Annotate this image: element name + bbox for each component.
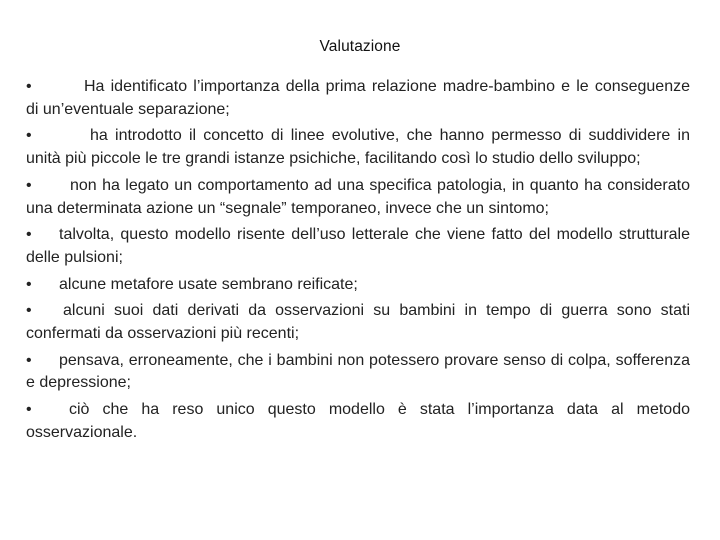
list-item	[26, 175, 690, 220]
list-item-text: pensava, erroneamente, che i bambini non potessero provare senso di colpa, sofferenza e depressione;	[26, 351, 690, 392]
list-item	[26, 125, 690, 170]
bullet-icon: •	[26, 302, 32, 320]
bullet-icon: •	[26, 275, 32, 293]
list-item	[26, 224, 690, 269]
bullet-icon: •	[26, 127, 32, 145]
bullet-icon: •	[26, 78, 32, 95]
list-item-text: Ha identificato l’importanza della prima relazione madre-bambino e le conseguenze di un’eventuale separazione;	[26, 78, 690, 118]
list-item-text: talvolta, questo modello risente dell’uso letterale che viene fatto del modello strutturale delle pulsioni;	[26, 226, 690, 266]
list-item-text: alcune metafore usate sembrano reificate;	[59, 275, 358, 293]
list-item	[26, 274, 690, 297]
list-item	[26, 300, 690, 345]
slide-title: Valutazione	[319, 38, 401, 55]
list-item	[26, 350, 690, 395]
list-item	[26, 399, 690, 444]
bullet-icon: •	[26, 176, 32, 194]
bullet-icon: •	[26, 401, 32, 419]
list-item-text: non ha legato un comportamento ad una specifica patologia, in quanto ha considerato una determinata azione un “segnale” temporaneo, invece che un sintomo;	[26, 176, 690, 217]
list-item-text: ha introdotto il concetto di linee evolutive, che hanno permesso di suddividere in unità più piccole le tre grandi istanze psichiche, facilitando così lo studio dello sviluppo;	[26, 127, 690, 168]
list-item	[26, 76, 690, 121]
list-item-text: ciò che ha reso unico questo modello è stata l’importanza data al metodo osservazionale.	[26, 401, 690, 441]
bullet-icon: •	[26, 226, 32, 244]
list-item-text: alcuni suoi dati derivati da osservazioni su bambini in tempo di guerra sono stati confermati da osservazioni più recenti;	[26, 302, 690, 343]
bullet-icon: •	[26, 351, 32, 369]
bullet-list	[26, 76, 690, 449]
